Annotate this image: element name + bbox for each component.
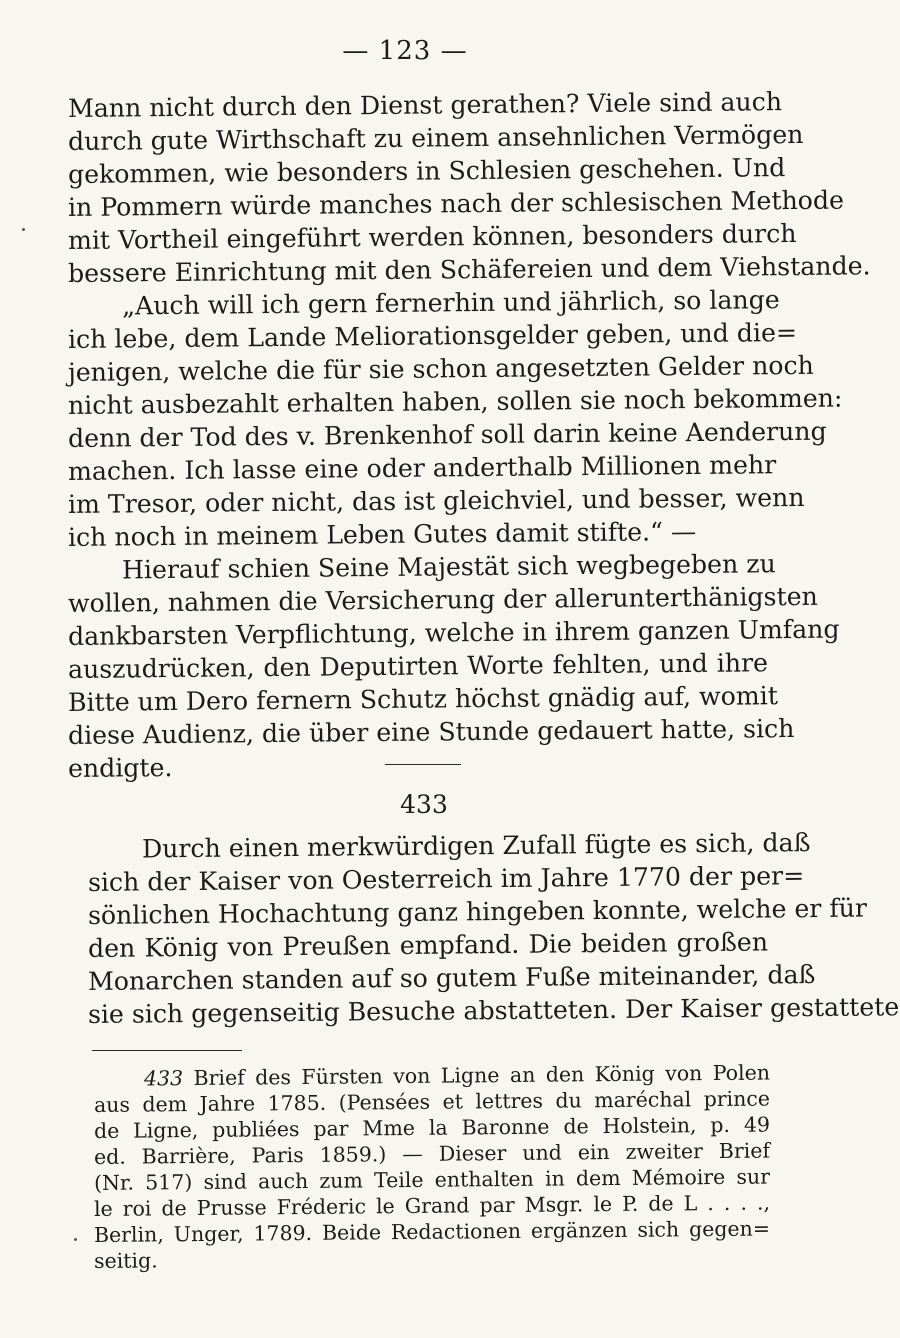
footnote [93,1060,771,1274]
text-line: Bitte um Dero fernern Schutz höchst gnädig auf, womit [67,681,779,717]
footnote-rule [92,1050,242,1051]
text-line: auszudrücken, den Deputirten Worte fehlten, und ihre [67,648,769,684]
text-line: gekommen, wie besonders in Schlesien geschehen. Und [67,153,786,189]
text-line: bessere Einrichtung mit den Schäfereien und dem Viehstande. [67,251,871,288]
text-line: den König von Preußen empfand. Die beiden großen [87,927,769,963]
main-text-bottom [87,828,900,1031]
text-line: dankbarsten Verpflichtung, welche in ihrem ganzen Umfang [67,614,840,651]
text-line: jenigen, welche die für sie schon angesetzten Gelder noch [67,350,814,387]
text-line: wollen, nahmen die Versicherung der allerunterthänigsten [67,581,818,618]
section-number: 433 [400,790,448,819]
footnote-line: le roi de Prusse Fréderic le Grand par Msgr. le P. de L . . . ., [93,1190,771,1221]
text-line: denn der Tod des v. Brenkenhof soll darin keine Aenderung [67,416,827,453]
footnote-line: (Nr. 517) sind auch zum Teile enthalten in dem Mémoire sur [93,1164,771,1195]
text-line: ich noch in meinem Leben Gutes damit stifte.“ — [67,516,697,552]
footnote-line: de Ligne, publiées par Mme la Baronne de Holstein, p. 49 [93,1112,771,1143]
text-line: im Tresor, oder nicht, das ist gleichviel, und besser, wenn [67,482,805,519]
footnote-text: Brief des Fürsten von Ligne an den König von Polen [193,1060,771,1091]
text-line: Mann nicht durch den Dienst gerathen? Viele sind auch [67,87,783,123]
footnote-line: ed. Barrière, Paris 1859.) — Dieser und ein zweiter Brief [93,1138,771,1169]
page-number: — 123 — [342,36,468,66]
text-line: ich lebe, dem Lande Meliorationsgelder geben, und die= [67,318,798,354]
section-divider [385,764,461,765]
text-line: diese Audienz, die über eine Stunde gedauert hatte, sich [67,714,795,750]
text-line: sönlichen Hochachtung ganz hingeben konnte, welche er für [87,893,868,930]
text-line: sich der Kaiser von Oesterreich im Jahre 1770 der per= [87,861,805,897]
footnote-line: Berlin, Unger, 1789. Beide Redactionen ergänzen sich gegen= [93,1216,771,1247]
text-line: endigte. [67,752,173,783]
text-line: „Auch will ich gern fernerhin und jährlich, so lange [121,285,780,321]
paper-speck [22,228,25,231]
text-line: Monarchen standen auf so gutem Fuße miteinander, daß [87,960,816,996]
main-text-top [67,87,871,785]
text-line: mit Vortheil eingeführt werden können, besonders durch [67,219,797,255]
text-line: in Pommern würde manches nach der schlesischen Methode [67,185,845,222]
text-line: durch gute Wirthschaft zu einem ansehnlichen Vermögen [67,119,804,156]
footnote-number: 433 [143,1066,184,1091]
footnote-line: seitig. [93,1248,158,1273]
footnote-line: aus dem Jahre 1785. (Pensées et lettres du maréchal prince [93,1086,771,1117]
text-line: Hierauf schien Seine Majestät sich wegbegeben zu [121,549,776,585]
paper-speck [74,1238,77,1241]
text-line: machen. Ich lasse eine oder anderthalb Millionen mehr [67,450,777,486]
text-line: sie sich gegenseitig Besuche abstatteten. Der Kaiser gestattete [87,992,900,1029]
text-line: Durch einen merkwürdigen Zufall fügte es sich, daß [141,828,811,864]
text-line: nicht ausbezahlt erhalten haben, sollen sie noch bekommen: [67,383,843,420]
